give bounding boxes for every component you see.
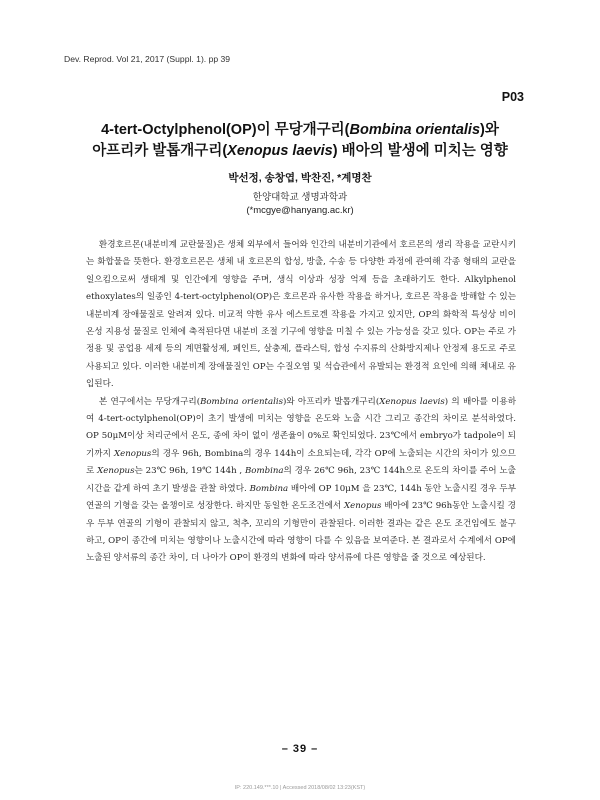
paper-title <box>60 120 540 162</box>
p2-species-3: Xenopus <box>113 448 152 459</box>
p2-seg-5: 는 23℃ 96h, 19℃ 144h , <box>134 466 245 477</box>
affiliation: 한양대학교 생명과학과 <box>252 192 348 203</box>
paragraph-1: 환경호르몬(내분비계 교란물질)은 생체 외부에서 들어와 인간의 내분비기관에서 호르몬의 생리 작용을 교란시키는 화합물을 뜻한다. 환경호르몬은 생체 내 호르몬의 합성, 방출, 수송 등 다양한 과정에 관여해 각종 형태의 교란을 일으킴으로써 생태계 및 인간에게 영향을 주며, 생식 이상과 성장 억제 등을 초래하기도 한다. Alkylphenol ethoxylates의 일종인 4-tert-octylphenol(OP)은 호르몬과 유사한 작용을 하거나, 호르몬 작용을 방해할 수 있는 내분비계 장애물질로 알려져 있다. 비교적 약한 유사 에스트로겐 작용을 가지고 있지만, OP의 화학적 특성상 비이온성 지용성 물질로 인체에 축적된다면 내분비 조절 기구에 영향을 미칠 수 있는 가능성을 갖고 있다. OP는 주로 가정용 및 공업용 세제 등의 계면활성제, 페인트, 살충제, 플라스틱, 합성 수지류의 산화방지제나 안정제 용도로 주로 사용되고 있다. 이러한 내분비계 장애물질인 OP는 수질오염 및 석습관에서 유발되는 환경적 요인에 의해 체내로 유입된다. <box>86 240 516 390</box>
p2-seg-8: 배아에 23℃ 96h동안 노출시킬 경우 두부 연골의 기형이 관찰되지 않고, 척추, 꼬리의 기형만이 관찰된다. 이러한 결과는 같은 온도 조건임에도 불구하고, OP이 종간에 미치는 영향이나 노출시간에 따라 영향이 다를 수 있음을 보여준다. 본 결과로서 수계에서 OP에 노출된 양서류의 종간 차이, 더 나아가 OP이 환경의 변화에 따라 양서류에 다른 영향을 줄 것으로 예상된다. <box>86 501 516 564</box>
p2-seg-1: 본 연구에서는 무당개구리( <box>98 396 201 407</box>
abstract-code: P03 <box>501 90 524 104</box>
title-line-2 <box>60 141 540 162</box>
abstract-body <box>86 237 516 568</box>
title-line-2-text-a: 아프리카 발톱개구리( <box>92 143 228 159</box>
p2-seg-6: 의 경우 26℃ 96h, 23℃ 144h으로 온도의 차이를 주어 노출시간을 같게 하여 초기 발생을 관찰 하였다. <box>86 466 516 494</box>
p2-species-6: Bombina <box>249 483 289 494</box>
p2-species-7: Xenopus <box>344 501 382 512</box>
p2-seg-2: )와 아프리카 발톱개구리( <box>283 396 380 407</box>
email: (*mcgye@hanyang.ac.kr) <box>246 205 354 216</box>
p2-seg-3: ) 의 배아를 이용하여 4-tert-octylphenol(OP)이 초기 발생에 미치는 영향을 온도와 노출 시간 그리고 종간의 차이로 분석하였다. OP 50μM이상 처리군에서 온도, 종에 차이 없이 생존율이 0%로 확인되었다. 23℃에서 embryo가 tadpole이 되기까지 <box>86 396 516 459</box>
title-line-1 <box>60 120 540 141</box>
title-line-2-species: Xenopus laevis <box>227 143 333 159</box>
paragraph-2 <box>86 394 516 568</box>
title-line-1-text-b: )와 <box>480 122 499 138</box>
p2-species-1: Bombina orientalis <box>200 396 283 407</box>
title-line-1-species: Bombina orientalis <box>349 122 481 138</box>
authors: 박선정, 송창엽, 박찬진, *계명찬 <box>228 172 372 184</box>
p2-species-5: Bombina <box>244 466 284 477</box>
title-line-2-text-b: ) 배아의 발생에 미치는 영향 <box>332 143 508 159</box>
access-footer: IP: 220.149.***.10 | Accessed 2018/08/02 13:23(KST) <box>234 785 366 791</box>
title-line-1-text-a: 4-tert-Octylphenol(OP)이 무당개구리( <box>101 122 350 138</box>
p2-species-4: Xenopus <box>97 466 135 477</box>
p2-seg-7: 배아에 OP 10μM 을 23℃, 144h 동안 노출시킬 경우 두부 연골의 기형을 갖는 올챙이로 성장한다. 하지만 동일한 온도조건에서 <box>86 483 517 512</box>
page-number: – 39 – <box>281 743 319 755</box>
p2-seg-4: 의 경우 96h, Bombina의 경우 144h이 소요되는데, 각각 OP에 노출되는 시간의 차이가 있으므로 <box>86 448 516 477</box>
journal-header: Dev. Reprod. Vol 21, 2017 (Suppl. 1). pp 39 <box>64 54 231 64</box>
p2-species-2: Xenopus laevis <box>379 396 445 407</box>
